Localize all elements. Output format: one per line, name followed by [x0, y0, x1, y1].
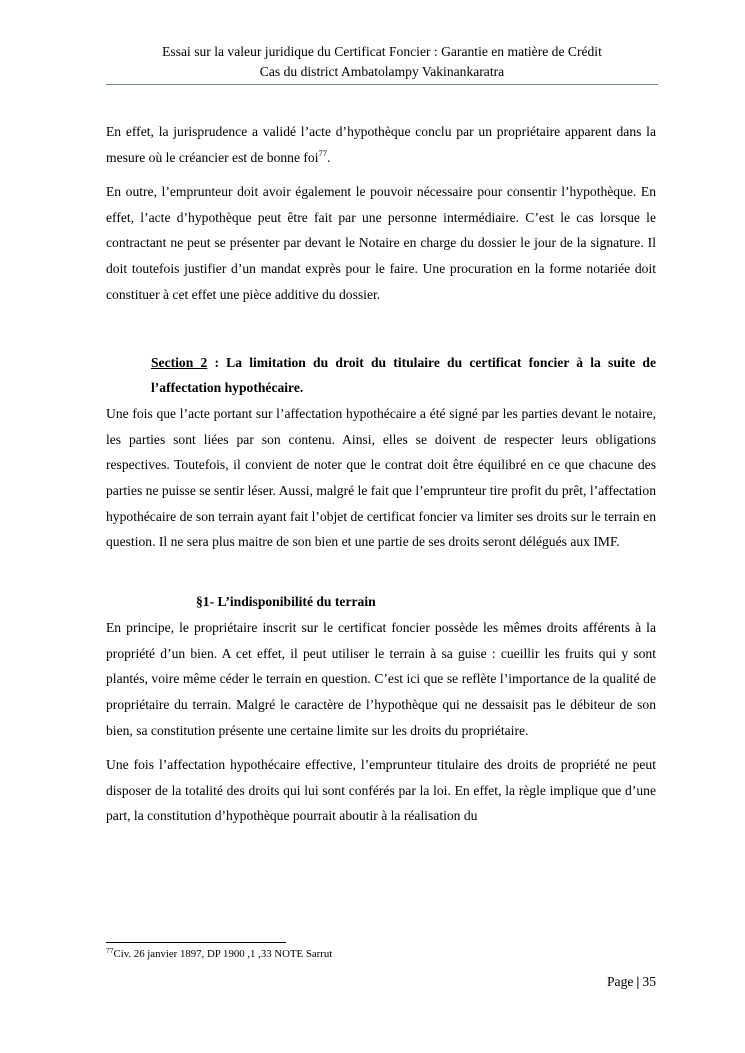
- page-label: Page: [606, 974, 634, 989]
- header-title-line: Essai sur la valeur juridique du Certificat Foncier : Garantie en matière de Crédit: [162, 44, 602, 59]
- document-body: [106, 119, 656, 838]
- section-heading: [151, 350, 656, 401]
- paragraph-end: .: [327, 149, 331, 165]
- paragraph-jurisprudence: [106, 119, 656, 170]
- paragraph-acte: Une fois que l’acte portant sur l’affectation hypothécaire a été signé par les parties devant le notaire, les parties sont liées par son contenu. Ainsi, elles se doivent de respecter leurs obligations respectives. Toutefois, il convient de noter que le contrat doit être équilibré en ce que chacune des parties ne puisse se sentir léser. Aussi, malgré le fait que l’emprunteur tire profit du prêt, l’affectation hypothécaire de son terrain ayant fait l’objet de certificat foncier va limiter ses droits sur le terrain en question. Il ne sera plus maitre de son bien et une partie de ses droits seront délégués aux IMF.: [106, 405, 656, 550]
- page-number-footer: [560, 974, 656, 990]
- paragraph-pouvoir: En outre, l’emprunteur doit avoir également le pouvoir nécessaire pour consentir l’hypothèque. En effet, l’acte d’hypothèque peut être fait par une personne intermédiaire. C’est le cas lorsque le contractant ne peut se présenter par devant le Notaire en charge du dossier le jour de la signature. Il doit toutefois justifier d’un mandat exprès pour le faire. Une procuration en la forme notariée doit constituer à cet effet une pièce additive du dossier.: [106, 184, 656, 302]
- footnote-text: Civ. 26 janvier 1897, DP 1900 ,1 ,33 NOTE Sarrut: [113, 948, 333, 960]
- footnote: [106, 947, 332, 961]
- header-divider: [106, 84, 658, 85]
- footnote-divider: [106, 942, 286, 943]
- section-label: Section 2: [151, 354, 208, 370]
- page-number: 35: [642, 974, 656, 989]
- paragraph-text: En effet, la jurisprudence a validé l’acte d’hypothèque conclu par un propriétaire apparent dans la mesure où le créancier est de bonne foi: [106, 124, 656, 165]
- section-title: : La limitation du droit du titulaire du certificat foncier à la suite de l’affectation hypothécaire.: [151, 354, 657, 396]
- page-separator: |: [636, 974, 640, 989]
- running-header: [106, 42, 658, 82]
- header-subtitle-line: Cas du district Ambatolampy Vakinankaratra: [259, 64, 505, 79]
- paragraph-principe: En principe, le propriétaire inscrit sur le certificat foncier possède les mêmes droits afférents à la propriété d’un bien. A cet effet, il peut utiliser le terrain à sa guise : cueillir les fruits qui y sont plantés, voire même céder le terrain en question. C’est ici que se reflète l’importance de la qualité de propriétaire du terrain. Malgré le caractère de l’hypothèque qui ne dessaisit pas le débiteur de son bien, sa constitution présente une certaine limite sur les droits du propriétaire.: [106, 619, 656, 738]
- subsection-heading: §1- L’indisponibilité du terrain: [196, 594, 376, 610]
- footnote-number: 77: [106, 946, 114, 955]
- footnote-reference: 77: [318, 147, 327, 158]
- paragraph-affectation: Une fois l’affectation hypothécaire effective, l’emprunteur titulaire des droits de propriété ne peut disposer de la totalité des droits qui lui sont conférés par la loi. En effet, la règle implique que d’une part, la constitution d’hypothèque pourrait aboutir à la réalisation du: [106, 756, 656, 824]
